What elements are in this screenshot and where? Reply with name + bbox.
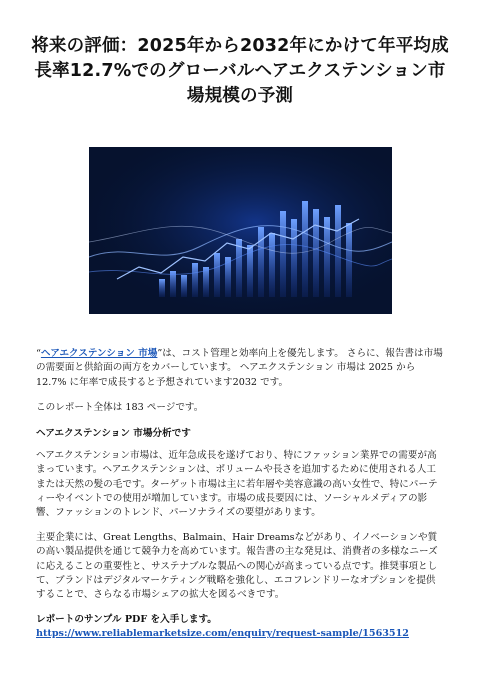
decorative-bar <box>192 263 198 297</box>
intro-text: ”は、コスト管理と効率向上を優先します。 さらに、報告書は市場の需要面と供給面の両方をカバーしています。 ヘアエクステンション 市場は 2025 から 12.7% に年率で成長すると予想されています2032 です。 <box>36 348 443 388</box>
quote-mark: “ <box>36 348 41 359</box>
companies-paragraph: 主要企業には、Great Lengths、Balmain、Hair Dreamsなどがあり、イノベーションや質の高い製品提供を通じて競争力を高めています。報告書の主な発見は、消費者の多様なニーズに応えることの重要性と、サステナブルな製品への関心が高まっている点です。推奨事項として、ブランドはデジタルマーケティング戦略を強化し、エコフレンドリーなオプションを提供することで、さらなる市場シェアの拡大を図るべきです。 <box>36 532 438 601</box>
decorative-bar <box>280 211 286 297</box>
decorative-bar <box>225 257 231 297</box>
decorative-bar <box>269 233 275 297</box>
sample-url-link[interactable]: https://www.reliablemarketsize.com/enquiry/request-sample/1563512 <box>36 628 409 640</box>
intro-paragraph <box>36 347 444 390</box>
financial-chart-graphic <box>89 147 392 314</box>
sample-request <box>36 613 444 642</box>
decorative-bar <box>181 275 187 297</box>
analysis-heading: ヘアエクステンション 市場分析です <box>36 428 191 439</box>
decorative-bar <box>302 201 308 297</box>
decorative-bar <box>335 205 341 297</box>
market-link[interactable]: ヘアエクステンション 市場 <box>40 348 158 359</box>
decorative-bar <box>258 227 264 297</box>
decorative-bar <box>313 209 319 297</box>
analysis-paragraph: ヘアエクステンション市場は、近年急成長を遂げており、特にファッション業界での需要が高まっています。ヘアエクステンションは、ボリュームや長さを追加するために使用される人工または天然の髪の毛です。ターゲット市場は主に若年層や美容意識の高い女性で、特にパーティーやイベントでの使用が増加しています。市場の成長要因には、ソーシャルメディアの影響、ファッションのトレンド、パーソナライズの要望があります。 <box>36 450 438 519</box>
decorative-bar <box>170 271 176 297</box>
sample-label: レポートのサンプル PDF を入手します。 <box>36 614 217 625</box>
decorative-bar <box>236 239 242 297</box>
decorative-bar <box>214 253 220 297</box>
page-count-text: このレポート全体は 183 ページです。 <box>36 402 204 413</box>
page-title: 将来の評価：2025年から2032年にかけて年平均成長率12.7%でのグローバルヘアエクステンション市場規模の予測 <box>31 36 449 106</box>
financial-chart-image <box>89 147 392 314</box>
decorative-bar <box>291 219 297 297</box>
decorative-bar <box>159 279 165 297</box>
